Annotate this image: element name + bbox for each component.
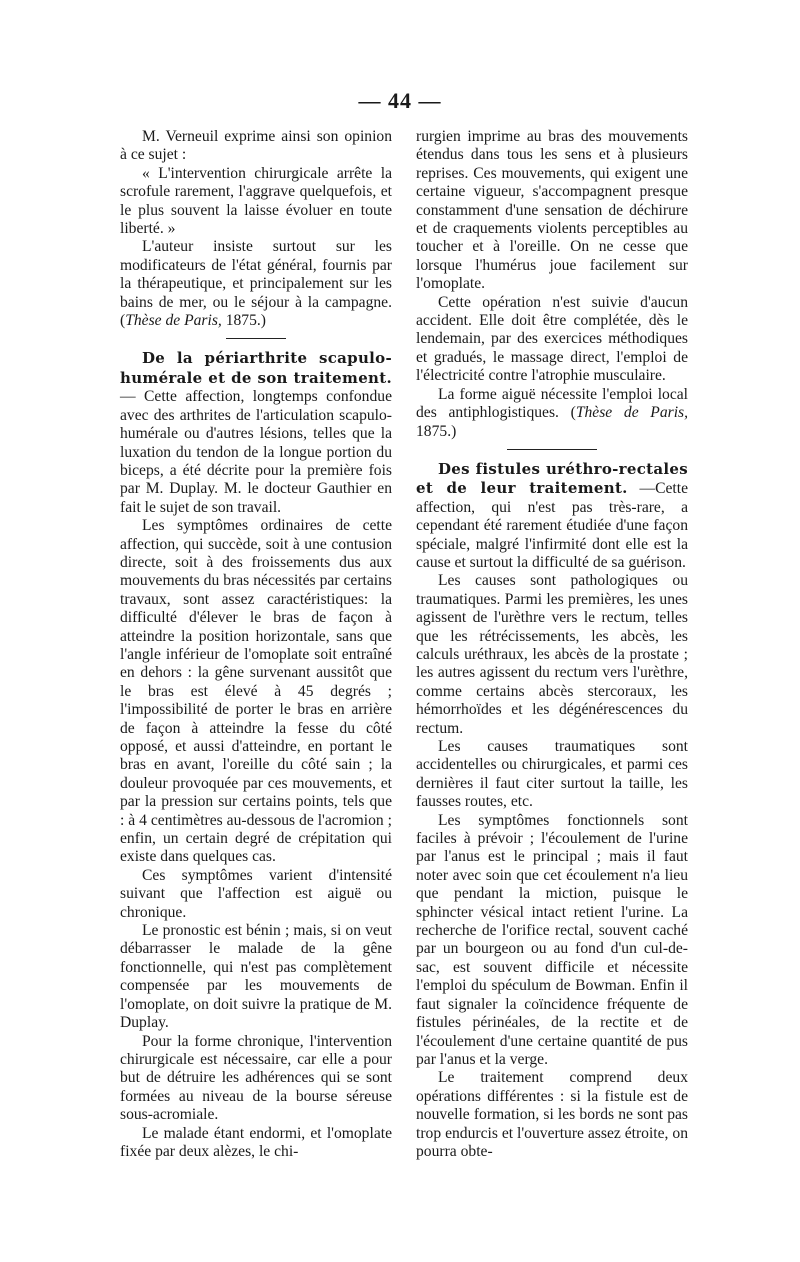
paragraph: Le traitement comprend deux opérations différentes : si la fistule est de nouvelle formation, si les bords ne sont pas trop endurcis et l'ouverture assez étroite, on pourra obte- [416,1069,688,1160]
section-text: —Cette affection, qui n'est pas très-rare, a cependant été rarement étudiée d'une façon spéciale, malgré l'infirmité dont elle est la cause et surtout la difficulté de sa guérison. [416,480,688,571]
paragraph: Le pronostic est bénin ; mais, si on veut débarrasser le malade de la gêne fonctionnelle, qui n'est pas complètement compensée par les mouvements de l'omoplate, on doit suivre la pratique de M. Duplay. [120,922,392,1032]
paragraph: rurgien imprime au bras des mouvements étendus dans tous les sens et à plusieurs reprises. Ces mouvements, qui exigent une certaine vigueur, s'accompagnent presque constamment d'une sensation de déchirure et de craquements violents perceptibles au toucher et à l'oreille. On ne cesse que lorsque l'humérus joue facilement sur l'omoplate. [416,128,688,293]
paragraph [416,386,688,441]
page-number: — 44 — [358,88,442,113]
paragraph: Les symptômes ordinaires de cette affection, qui succède, soit à une contusion directe, soit à des froissements dus aux mouvements du bras nécessités par certains travaux, sont assez caractéristiques: la difficulté d'élever le bras de façon à atteindre la position horizontale, sans que l'angle inférieur de l'omoplate soit entraîné en dehors : la gêne survenant aussitôt que le bras est élevé à 45 degrés ; l'impossibilité de porter le bras en arrière de façon à atteindre la fesse du côté opposé, et aussi d'atteindre, en portant le bras en avant, l'oreille du côté sain ; la douleur provoquée par ces mouvements, et par la pression sur certains points, tels que : à 4 centimètres au-dessous de l'acromion ; enfin, un certain degré de crépitation qui existe dans quelques cas. [120,517,392,866]
section-divider [507,449,597,450]
section-paragraph [416,460,688,572]
right-column [416,128,688,1161]
citation-year: 1875.) [221,312,266,330]
quotation-paragraph: « L'intervention chirurgicale arrête la scrofule rarement, l'aggrave quelquefois, et le plus souvent la laisse évoluer en toute liberté. » [120,164,392,238]
citation-year: 1875.) [416,422,457,440]
section-text: — Cette affection, longtemps confondue avec des arthrites de l'articulation scapulo-humérale ou d'autres lésions, telles que la luxation du tendon de la longue portion du biceps, a été décrite pour la première fois par M. Duplay. M. le docteur Gauthier en fait le sujet de son travail. [120,388,392,516]
paragraph: Les causes sont pathologiques ou traumatiques. Parmi les premières, les unes agissent de l'urèthre vers le rectum, telles que les rétrécissements, les abcès, les calculs uréthraux, les abcès de la prostate ; les autres agissent du rectum vers l'urèthre, comme certains abcès stercoraux, les hémorrhoïdes et les dégénérescences du rectum. [416,572,688,737]
paragraph [120,238,392,330]
paragraph: M. Verneuil exprime ainsi son opinion à ce sujet : [120,128,392,164]
section-paragraph [120,349,392,517]
citation: Thèse de Paris, [575,404,688,422]
paragraph: Le malade étant endormi, et l'omoplate fixée par deux alèzes, le chi- [120,1124,392,1160]
paragraph: Cette opération n'est suivie d'aucun accident. Elle doit être complétée, dès le lendemain, par des exercices méthodiques et gradués, le massage direct, l'emploi de l'électricité contre l'atrophie musculaire. [416,293,688,385]
left-column [120,128,392,1161]
section-divider [226,338,286,339]
paragraph: Ces symptômes varient d'intensité suivant que l'affection est aiguë ou chronique. [120,866,392,921]
section-heading: Des fistules uréthro-rectales et de leur traitement. [416,459,688,498]
section-heading: De la périarthrite scapulo-humérale et de son traitement. [120,349,392,387]
paragraph-text: L'auteur insiste surtout sur les modificateurs de l'état général, fournis par la thérapeutique, et principalement sur les bains de mer, ou le séjour à la campagne. ( [120,238,392,330]
paragraph: Les causes traumatiques sont accidentelles ou chirurgicales, et parmi ces dernières il faut citer surtout la taille, les fausses routes, etc. [416,738,688,811]
paragraph: Pour la forme chronique, l'intervention chirurgicale est nécessaire, car elle a pour but de détruire les adhérences qui se sont formées au niveau de la bourse séreuse sous-acromiale. [120,1032,392,1124]
citation: Thèse de Paris, [125,312,222,330]
paragraph-text: La forme aiguë nécessite l'emploi local des antiphlogistiques. ( [416,385,688,422]
paragraph: Les symptômes fonctionnels sont faciles à prévoir ; l'écoulement de l'urine par l'anus est le principal ; mais il faut noter avec soin que cet écoulement n'a lieu que pendant la miction, puisque le sphincter vésical intact retient l'urine. La recherche de l'orifice rectal, souvent caché par un bourgeon ou au fond d'un cul-de-sac, est souvent difficile et nécessite l'emploi du spéculum de Bowman. Enfin il faut signaler la coïncidence fréquente de fistules périnéales, de la rectite et de l'écoulement d'une certaine quantité de pus par l'anus et la verge. [416,811,688,1068]
